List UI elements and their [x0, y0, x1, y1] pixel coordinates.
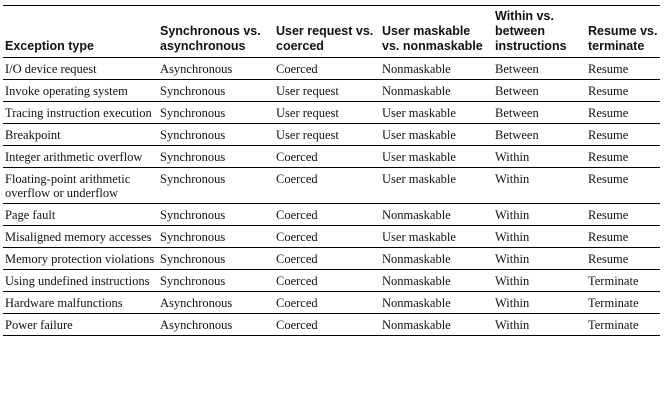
sync-cell: Synchronous: [158, 124, 274, 146]
within-cell: Between: [493, 58, 586, 80]
request-cell: Coerced: [274, 226, 380, 248]
request-cell: Coerced: [274, 58, 380, 80]
resume-cell: Resume: [586, 102, 660, 124]
within-cell: Between: [493, 102, 586, 124]
sync-cell: Synchronous: [158, 248, 274, 270]
resume-cell: Resume: [586, 124, 660, 146]
column-header-within-between: Within vs. between instructions: [493, 6, 586, 58]
resume-cell: Resume: [586, 146, 660, 168]
resume-cell: Resume: [586, 248, 660, 270]
column-header-user-request: User request vs. coerced: [274, 6, 380, 58]
table-header: [3, 6, 660, 58]
sync-cell: Asynchronous: [158, 314, 274, 336]
sync-cell: Asynchronous: [158, 292, 274, 314]
maskable-cell: Nonmaskable: [380, 204, 493, 226]
sync-cell: Synchronous: [158, 146, 274, 168]
column-header-exception-type: Exception type: [3, 6, 158, 58]
within-cell: Within: [493, 248, 586, 270]
request-cell: Coerced: [274, 204, 380, 226]
maskable-cell: Nonmaskable: [380, 292, 493, 314]
exception-type-cell: Using undefined instructions: [3, 270, 158, 292]
exception-table: [3, 5, 660, 336]
within-cell: Within: [493, 270, 586, 292]
resume-cell: Resume: [586, 58, 660, 80]
resume-cell: Terminate: [586, 270, 660, 292]
exception-type-cell: Power failure: [3, 314, 158, 336]
exception-type-cell: Integer arithmetic overflow: [3, 146, 158, 168]
exception-type-cell: Page fault: [3, 204, 158, 226]
request-cell: Coerced: [274, 146, 380, 168]
request-cell: Coerced: [274, 270, 380, 292]
request-cell: User request: [274, 124, 380, 146]
table-row: [3, 226, 660, 248]
maskable-cell: Nonmaskable: [380, 248, 493, 270]
resume-cell: Resume: [586, 226, 660, 248]
sync-cell: Synchronous: [158, 204, 274, 226]
request-cell: Coerced: [274, 314, 380, 336]
within-cell: Within: [493, 226, 586, 248]
request-cell: Coerced: [274, 248, 380, 270]
table-row: [3, 270, 660, 292]
exception-type-cell: Misaligned memory accesses: [3, 226, 158, 248]
within-cell: Within: [493, 168, 586, 204]
within-cell: Within: [493, 146, 586, 168]
within-cell: Within: [493, 292, 586, 314]
maskable-cell: Nonmaskable: [380, 270, 493, 292]
maskable-cell: User maskable: [380, 226, 493, 248]
request-cell: User request: [274, 102, 380, 124]
request-cell: Coerced: [274, 292, 380, 314]
exception-table-container: [3, 5, 660, 336]
table-row: [3, 168, 660, 204]
exception-type-cell: Hardware malfunctions: [3, 292, 158, 314]
table-row: [3, 146, 660, 168]
resume-cell: Resume: [586, 168, 660, 204]
column-header-user-maskable: User maskable vs. nonmaskable: [380, 6, 493, 58]
maskable-cell: User maskable: [380, 124, 493, 146]
table-row: [3, 102, 660, 124]
table-body: [3, 58, 660, 336]
header-row: [3, 6, 660, 58]
maskable-cell: User maskable: [380, 168, 493, 204]
sync-cell: Synchronous: [158, 102, 274, 124]
sync-cell: Synchronous: [158, 168, 274, 204]
resume-cell: Terminate: [586, 292, 660, 314]
table-row: [3, 248, 660, 270]
sync-cell: Synchronous: [158, 226, 274, 248]
within-cell: Within: [493, 314, 586, 336]
column-header-synchronous: Synchronous vs. asynchronous: [158, 6, 274, 58]
maskable-cell: User maskable: [380, 146, 493, 168]
within-cell: Between: [493, 80, 586, 102]
table-row: [3, 80, 660, 102]
within-cell: Within: [493, 204, 586, 226]
within-cell: Between: [493, 124, 586, 146]
table-row: [3, 292, 660, 314]
sync-cell: Synchronous: [158, 270, 274, 292]
exception-type-cell: Invoke operating system: [3, 80, 158, 102]
sync-cell: Asynchronous: [158, 58, 274, 80]
resume-cell: Resume: [586, 80, 660, 102]
table-row: [3, 314, 660, 336]
resume-cell: Terminate: [586, 314, 660, 336]
maskable-cell: User maskable: [380, 102, 493, 124]
maskable-cell: Nonmaskable: [380, 314, 493, 336]
column-header-resume-terminate: Resume vs. terminate: [586, 6, 660, 58]
table-row: [3, 204, 660, 226]
exception-type-cell: Memory protection violations: [3, 248, 158, 270]
maskable-cell: Nonmaskable: [380, 58, 493, 80]
maskable-cell: Nonmaskable: [380, 80, 493, 102]
sync-cell: Synchronous: [158, 80, 274, 102]
request-cell: Coerced: [274, 168, 380, 204]
exception-type-cell: Floating-point arithmetic overflow or underflow: [3, 168, 158, 204]
request-cell: User request: [274, 80, 380, 102]
table-row: [3, 124, 660, 146]
exception-type-cell: Tracing instruction execution: [3, 102, 158, 124]
table-row: [3, 58, 660, 80]
resume-cell: Resume: [586, 204, 660, 226]
exception-type-cell: I/O device request: [3, 58, 158, 80]
exception-type-cell: Breakpoint: [3, 124, 158, 146]
